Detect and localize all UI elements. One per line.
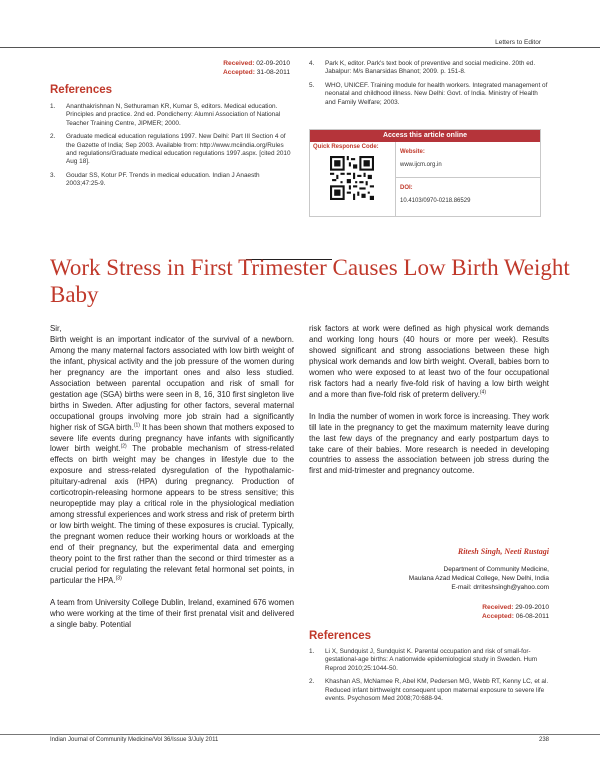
article-column-right [309,324,549,477]
access-box-heading: Access this article online [310,130,540,142]
received-label: Received: [223,60,255,67]
qr-code-icon[interactable] [330,156,374,200]
citation-ref[interactable]: (1) [133,421,140,428]
citation-ref[interactable]: (3) [115,575,122,582]
reference-number: 1. [309,648,315,655]
author-email[interactable]: E-mail: drriteshsingh@yahoo.com [451,584,549,591]
body-text: risk factors at work were defined as high physical work demands and working long hours (40 hours or more per week). Results showed significant and strong associations between these high physical work demands and low birth weight. Overall, babies born to women who were exposed to at least two of the four occupational risk factors had a nearly five-fold risk of having a low birth weight and a more than five-fold risk of preterm delivery. [309,324,549,399]
citation-ref[interactable]: (2) [120,443,127,450]
article-links-panel [396,142,540,216]
reference-text: Park K, editor. Park's text book of preventive and social medicine. 20th ed. Jabalpur: M/s Banarsidas Bhanot; 2009. p. 151-8. [325,60,536,76]
body-paragraph-2: A team from University College Dublin, Ireland, examined 676 women who were working at the time of their first prenatal visit and delivered a single baby. Potential [50,597,294,629]
reference-number: 2. [50,133,56,141]
reference-item [50,133,292,167]
reference-text: Ananthakrishnan N, Sethuraman KR, Kumar S, editors. Medical education. Principles and practice. 2nd ed. Pondicherry: Alumni Association of National Teacher Training Centre, JIPMER; 2000. [66,103,281,127]
accepted-value: 31-08-2011 [256,69,290,76]
header-rule [0,47,600,48]
prev-reference-list-right [309,60,549,112]
reference-item [309,82,549,107]
article-column-left [50,324,294,631]
body-text: Birth weight is an important indicator of the survival of a newborn. Among the many maternal factors associated with low birth weight of the infant, physical activity and the job pressure of the women during her pregnancy are the important ones and also less studied. Association between parental occupation and risk of small for gestation age (SGA) births were seen in 8, 16, 310 first singleton live births in Sweden. After adjusting for other factors, several maternal occupational groups involving more job strain had a significantly higher risk of SGA birth. [50,334,294,432]
affiliation-college: Maulana Azad Medical College, New Delhi, India [408,575,549,582]
reference-number: 1. [50,103,56,110]
received-label: Received: [482,604,514,611]
access-article-box [309,129,541,217]
references-heading: References [309,630,372,642]
reference-number: 3. [50,171,56,179]
reference-number: 4. [309,60,315,67]
website-label: Website: [400,149,425,155]
reference-item [309,648,549,673]
doi-link[interactable]: 10.4103/0970-0218.86529 [400,198,471,204]
accepted-label: Accepted: [223,69,255,76]
qr-label: Quick Response Code: [313,144,379,150]
reference-text: Li X, Sundquist J, Sundquist K. Parental occupation and risk of small-for-gestational-age births: A nationwide epidemiological study in Sweden. Hum Reprod 2010;25:1044-50. [325,648,538,672]
accepted-value: 06-08-2011 [515,613,549,620]
salutation: Sir, [50,324,62,333]
received-value: 29-09-2010 [515,604,549,611]
reference-item [309,678,549,703]
doi-label: DOI: [400,185,413,191]
affiliation-department: Department of Community Medicine, [443,566,549,573]
reference-text: Khashan AS, McNamee R, Abel KM, Pedersen MG, Webb RT, Kenny LC, et al. Reduced infant birthweight consequent upon maternal exposure to severe life events. Psychosom Med 2008;70:688-94. [325,678,549,703]
reference-item [50,172,292,189]
page-number: 238 [538,737,549,743]
article-title: Work Stress in First Trimester Causes Low Birth Weight Baby [50,255,570,307]
reference-item [309,60,549,77]
body-text: It has been shown that mothers exposed to severe life events during pregnancy have infants with significantly lower birth weight. [50,422,294,454]
reference-item [50,103,292,128]
journal-citation: Indian Journal of Community Medicine/Vol 36/Issue 3/July 2011 [50,737,219,743]
body-paragraph-3 [309,324,549,401]
article-reference-list [309,648,549,708]
reference-text: Graduate medical education regulations 1997. New Delhi: Part III Section 4 of the Gazette of India; Sep 2003. Available from: http://www.mciindia.org/Rules and regulations/Graduate medical education regulations 1997.aspx. [cited 2010 Aug 18]. [66,133,291,166]
reference-number: 2. [309,678,315,686]
box-divider [396,177,540,178]
references-heading-prev: References [50,84,113,96]
author-names: Ritesh Singh, Neeti Rustagi [457,547,549,556]
website-link[interactable]: www.ijcm.org.in [400,162,442,168]
body-paragraph-4: In India the number of women in work force is increasing. They work till late in the pregnancy to get the maximum maternity leave during the last few days of the pregnancy and early postpartum days to take care of their babies. More research is needed in developing countries to assess the association between job stress during the first and mid-trimester and pregnancy outcome. [309,411,549,476]
footer-rule [0,734,600,735]
prev-reference-list-left [50,103,292,194]
previous-letter-dates [223,59,290,77]
accepted-label: Accepted: [482,613,514,620]
body-paragraph-1 [50,335,294,587]
body-text: The probable mechanism of stress-related effects on birth weight may be changes in lifestyle due to the exposure and stress-related dysregulation of the hypothalamic-pituitary-adrenal axis (HPA) during pregnancy. Production of corticotropin-releasing hormone appears to be stress sensitive; this neuropeptide may play a critical role in the physiological mediation among stressful experiences and work stress and risk of preterm birth or low birth weight. The timing of these exposures is crucial. Typically, the pregnant women reduce their working hours or workloads at the end of their pregnancy, but the experimental data and emerging theory point to the first rather than the second or third trimester as a crucial period for regulating the relevant fetal hormonal set points, in particular the HPA. [50,444,294,585]
reference-text: WHO, UNICEF. Training module for health workers. Integrated management of neonatal and childhood illness. New Delhi: Govt. of India. Ministry of Health and Family Welfare; 2003. [325,81,548,106]
author-affiliation [409,565,549,592]
received-value: 02-09-2010 [256,60,290,67]
running-head: Letters to Editor [495,39,541,46]
letter-dates [482,603,549,621]
citation-ref[interactable]: (4) [479,389,487,396]
reference-text: Goudar SS, Kotur PF. Trends in medical education. Indian J Anaesth 2003;47:25-9. [66,171,260,188]
reference-number: 5. [309,81,315,89]
qr-panel [310,142,396,216]
